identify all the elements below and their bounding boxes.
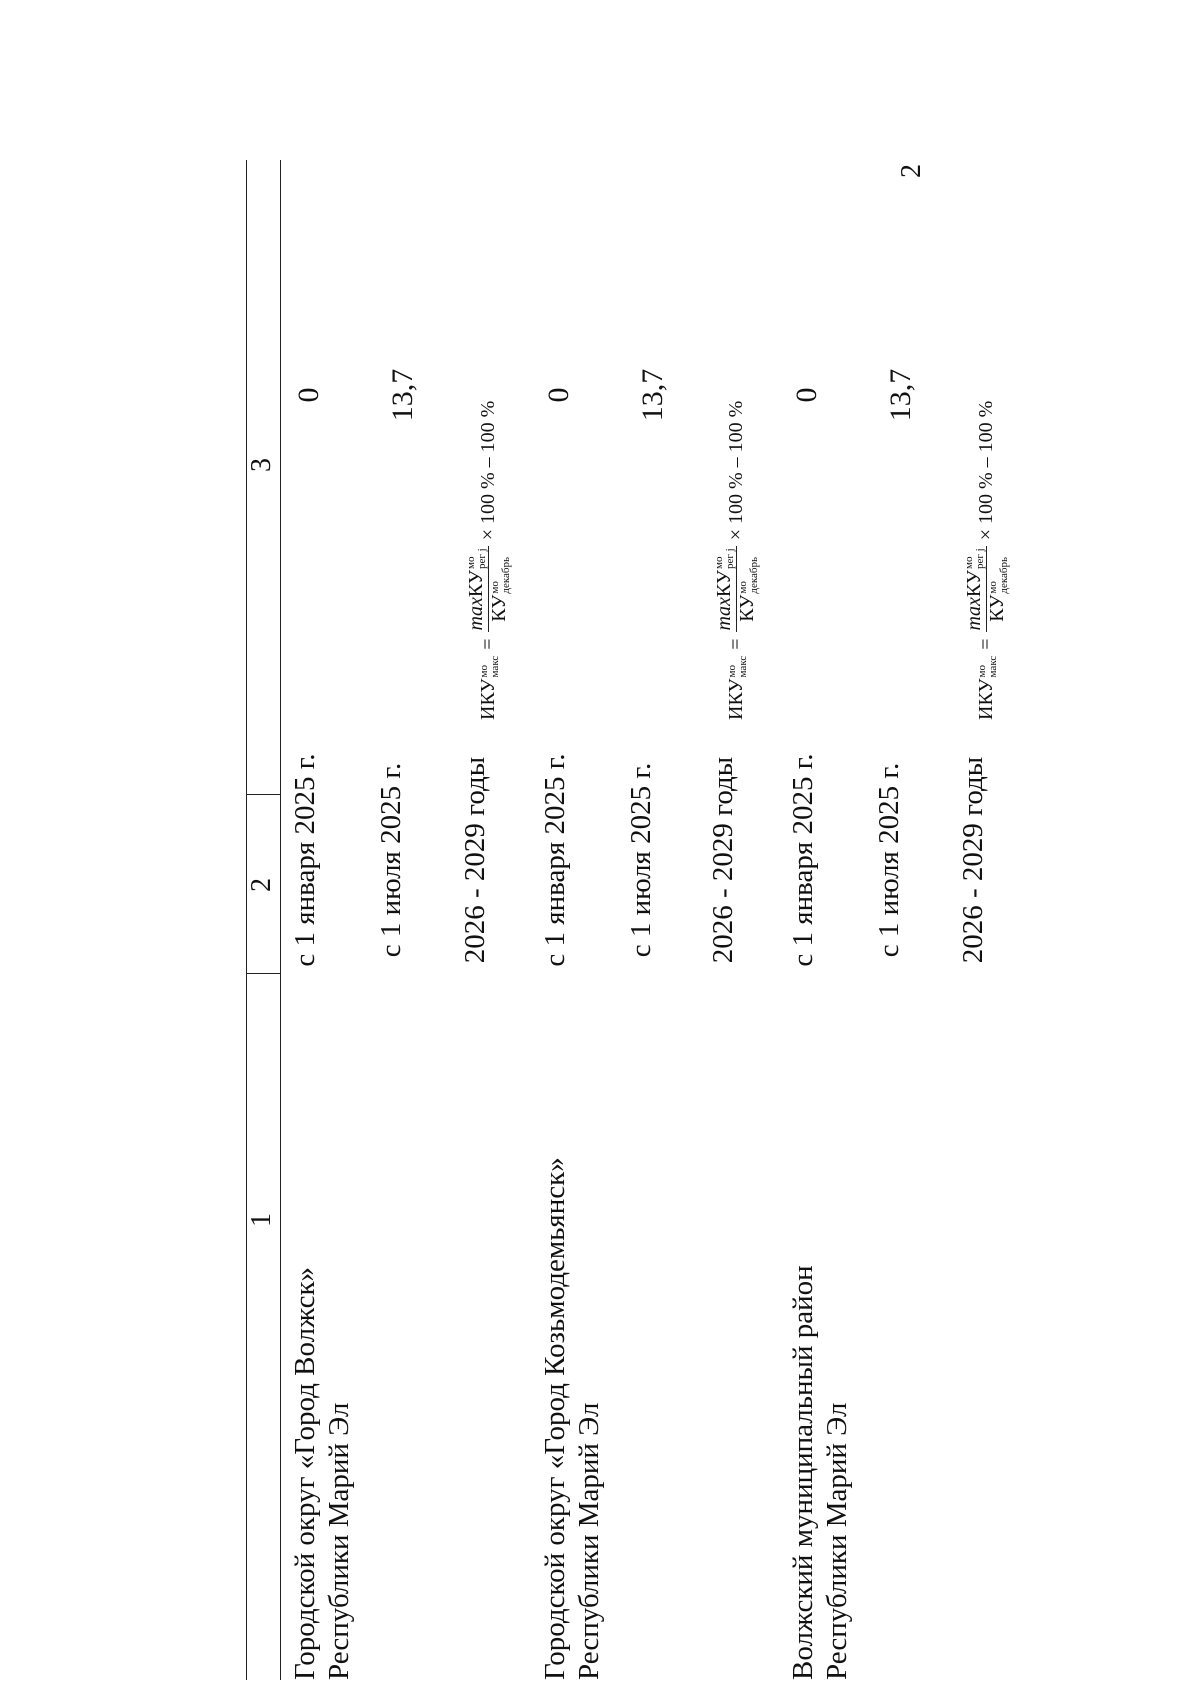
formula-fraction: maxКУ мо рег j КУ мо декабрь bbox=[465, 548, 512, 631]
header-divider-1-2 bbox=[246, 973, 280, 974]
period-cell: с 1 января 2025 г. bbox=[289, 753, 321, 967]
rotated-table-container bbox=[208, 160, 1010, 1680]
formula-tail: × 100 % – 100 % bbox=[477, 400, 500, 541]
period-cell: с 1 июля 2025 г. bbox=[873, 762, 905, 958]
municipality-name: Городской округ «Город Козьмодемьянск» Республики Марий Эл bbox=[539, 1157, 605, 1680]
formula-tail: × 100 % – 100 % bbox=[725, 400, 748, 541]
period-cell: 2026 - 2029 годы bbox=[707, 756, 739, 964]
formula-eq: = bbox=[725, 638, 748, 650]
max-index-formula bbox=[714, 160, 760, 720]
period-cell: 2026 - 2029 годы bbox=[459, 756, 491, 964]
period-cell: с 1 июля 2025 г. bbox=[625, 762, 657, 958]
max-index-formula bbox=[964, 160, 1010, 720]
municipality-name: Городской округ «Город Волжск» Республики Марий Эл bbox=[289, 1266, 355, 1680]
period-cell: 2026 - 2029 годы bbox=[957, 756, 989, 964]
formula-lhs: ИКУ мо макс bbox=[477, 655, 501, 720]
column-number-3: 3 bbox=[246, 458, 277, 472]
municipality-name: Волжский муниципальный район Республики Марий Эл bbox=[787, 1265, 853, 1680]
formula-fraction: maxКУ мо рег j КУ мо декабрь bbox=[963, 548, 1010, 631]
formula-eq: = bbox=[975, 638, 998, 650]
max-index-formula bbox=[466, 160, 512, 720]
header-divider-2-3 bbox=[246, 794, 280, 795]
page-number: 2 bbox=[896, 164, 927, 178]
coefficient-value: 13,7 bbox=[636, 368, 669, 422]
formula-lhs: ИКУ мо макс bbox=[975, 655, 999, 720]
header-bottom-rule bbox=[280, 160, 281, 1680]
period-cell: с 1 июля 2025 г. bbox=[375, 762, 407, 958]
table bbox=[208, 160, 1010, 1680]
period-cell: с 1 января 2025 г. bbox=[539, 753, 571, 967]
coefficient-value: 0 bbox=[790, 387, 823, 403]
formula-lhs: ИКУ мо макс bbox=[725, 655, 749, 720]
column-number-1: 1 bbox=[246, 1213, 277, 1227]
formula-tail: × 100 % – 100 % bbox=[975, 400, 998, 541]
formula-fraction: maxКУ мо рег j КУ мо декабрь bbox=[713, 548, 760, 631]
coefficient-value: 0 bbox=[542, 387, 575, 403]
period-cell: с 1 января 2025 г. bbox=[787, 753, 819, 967]
coefficient-value: 13,7 bbox=[884, 368, 917, 422]
coefficient-value: 0 bbox=[292, 387, 325, 403]
coefficient-value: 13,7 bbox=[386, 368, 419, 422]
formula-eq: = bbox=[477, 638, 500, 650]
header-top-rule bbox=[246, 160, 247, 1680]
column-number-2: 2 bbox=[246, 878, 277, 892]
